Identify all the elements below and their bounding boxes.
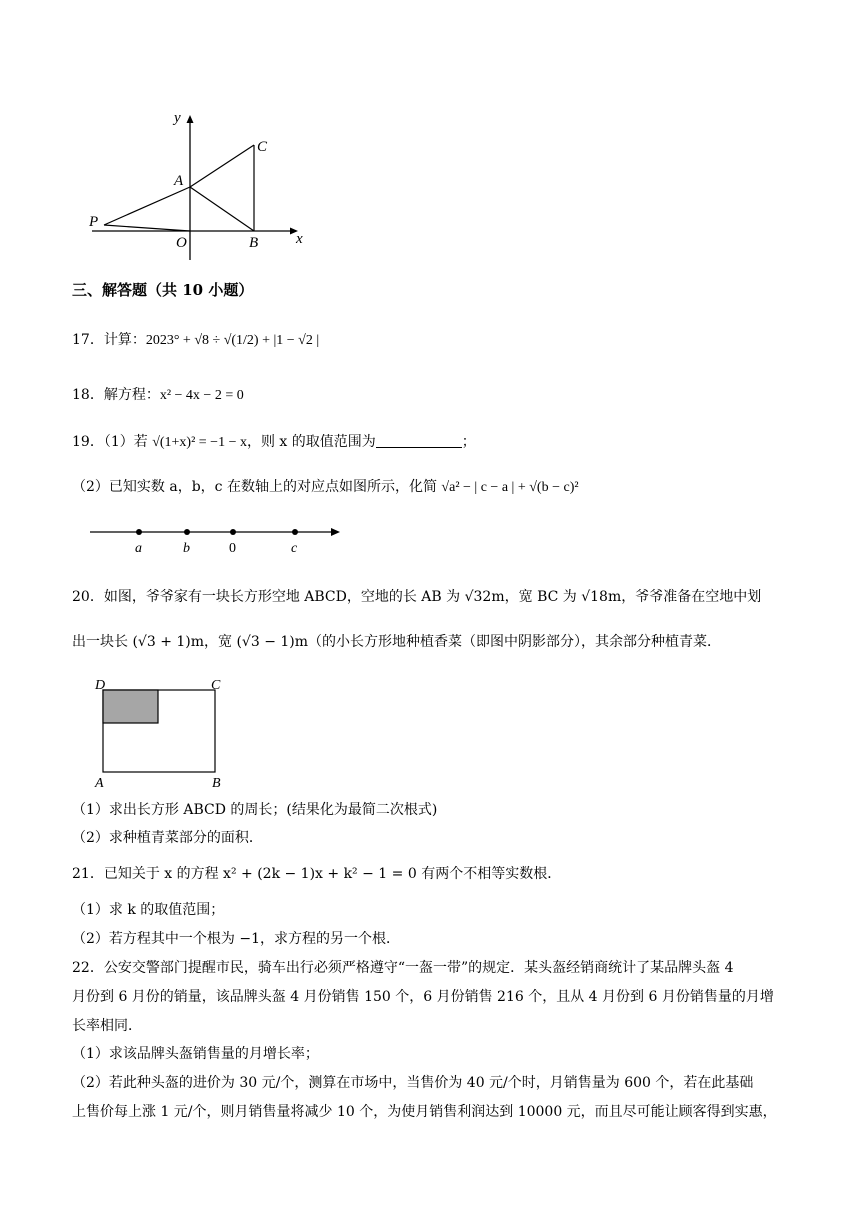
point-zero (230, 529, 236, 535)
section-title: 三、解答题（共 10 小题） (72, 281, 254, 299)
label-x: x (296, 231, 303, 247)
question-19-part1: 19．（1）若 √(1+x)² = −1 − x，则 x 的取值范围为 ； (72, 434, 476, 450)
label-B2: B (212, 776, 221, 791)
label-B: B (249, 235, 259, 251)
label-b: b (183, 541, 190, 556)
label-C2: C (211, 678, 221, 693)
question-17: 17．计算：2023° + √8 ÷ √(1/2) + |1 − √2 | (72, 332, 320, 348)
coordinate-figure (86, 105, 316, 265)
y-axis-arrow (187, 115, 194, 123)
rectangle-figure (90, 675, 240, 791)
question-22-line1: 22．公安交警部门提醒市民，骑车出行必须严格遵守“一盔一带”的规定．某头盔经销商统计了某品牌头盔 4 (72, 960, 734, 976)
point-b (184, 529, 190, 535)
label-zero: 0 (229, 541, 236, 556)
q18-equation: x² − 4x − 2 = 0 (159, 388, 244, 403)
point-c (292, 529, 298, 535)
number-line-figure (88, 520, 348, 560)
q19-p1-expression: √(1+x)² = −1 − x (152, 435, 247, 450)
q17-expression: 2023° + √8 ÷ √(1/2) + |1 − √2 | (145, 333, 320, 348)
point-a (136, 529, 142, 535)
label-A: A (174, 173, 184, 189)
label-y: y (174, 110, 181, 126)
label-P: P (89, 214, 99, 230)
q19-p2-expression: √a² − | c − a | + √(b − c)² (441, 480, 579, 495)
label-O: O (176, 235, 187, 251)
question-20-line1: 20．如图，爷爷家有一块长方形空地 ABCD，空地的长 AB 为 √32m，宽 BC 为 √18m，爷爷准备在空地中划 (72, 589, 762, 605)
question-18: 18．解方程：x² − 4x − 2 = 0 (72, 387, 244, 403)
question-20-part2: （2）求种植青菜部分的面积． (72, 830, 263, 846)
question-20-line2: 出一块长 (√3 + 1)m，宽 (√3 − 1)m（的小长方形地种植香菜（即图中阴影部分），其余部分种植青菜． (72, 634, 722, 650)
question-21-part1: （1）求 k 的取值范围； (72, 902, 225, 918)
label-C: C (257, 139, 268, 155)
question-19-part2: （2）已知实数 a，b，c 在数轴上的对应点如图所示，化简 √a² − | c − a | + √(b − c)² (72, 479, 579, 495)
label-c: c (291, 541, 298, 556)
question-21-part2: （2）若方程其中一个根为 −1，求方程的另一个根． (72, 931, 400, 947)
question-20-part1: （1）求出长方形 ABCD 的周长；(结果化为最简二次根式) (72, 802, 438, 818)
label-A2: A (95, 776, 104, 791)
question-22-part2-line1: （2）若此种头盔的进价为 30 元/个，测算在市场中，当售价为 40 元/个时，月销售量为 600 个，若在此基础 (72, 1075, 754, 1091)
answer-blank (376, 433, 462, 448)
label-a: a (135, 541, 142, 556)
label-D: D (95, 678, 106, 693)
question-21-stem: 21．已知关于 x 的方程 x² + (2k − 1)x + k² − 1 = 0 有两个不相等实数根． (72, 866, 562, 882)
question-22-line3: 长率相同． (72, 1018, 142, 1034)
shaded-rectangle (103, 690, 158, 723)
question-22-line2: 月份到 6 月份的销量，该品牌头盔 4 月份销售 150 个，6 月份销售 216 个，且从 4 月份到 6 月份销售量的月增 (72, 989, 774, 1005)
question-22-part1: （1）求该品牌头盔销售量的月增长率； (72, 1046, 319, 1062)
question-22-part2-line2: 上售价每上涨 1 元/个，则月销售量将减少 10 个，为使月销售利润达到 10000 元，而且尽可能让顾客得到实惠， (72, 1104, 777, 1120)
